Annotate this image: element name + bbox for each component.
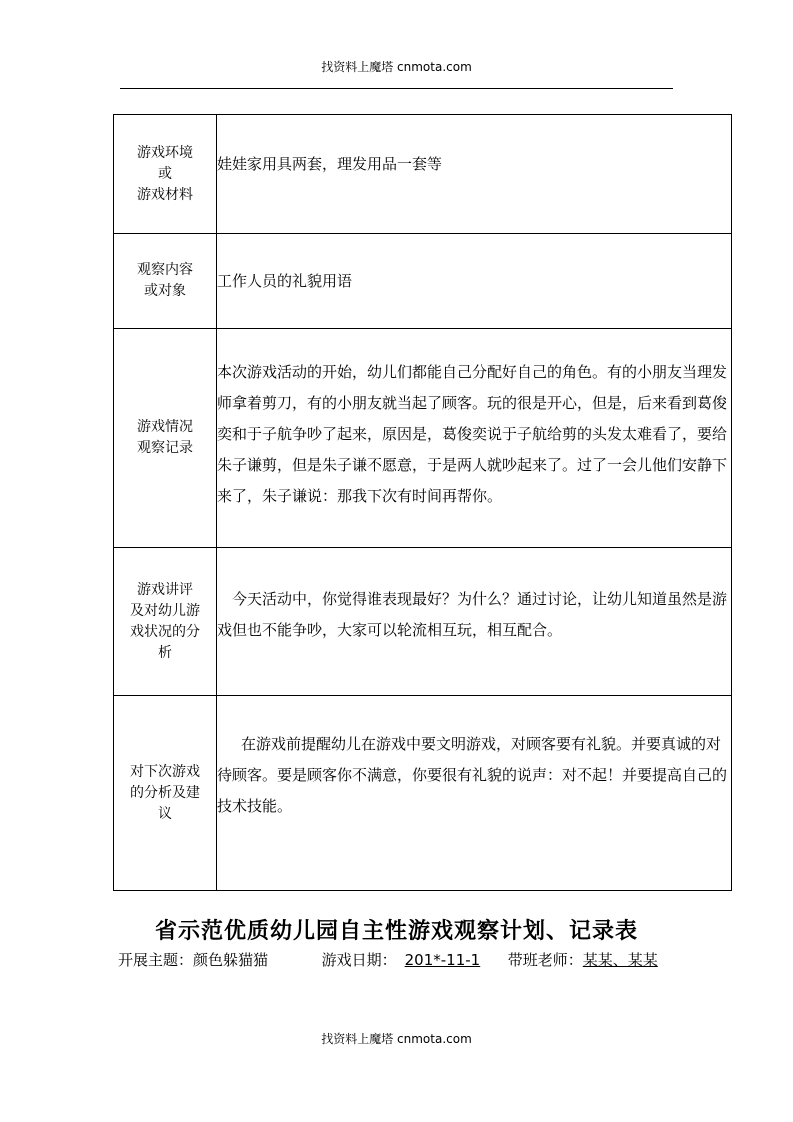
label-text: 游戏讲评 及对幼儿游 戏状况的分 析 — [130, 581, 200, 661]
row-content-record — [217, 329, 732, 548]
row-label-environment — [114, 115, 217, 234]
table-row — [114, 329, 732, 548]
label-text: 游戏环境 或 游戏材料 — [137, 144, 193, 203]
content-text: 在游戏前提醒幼儿在游戏中要文明游戏，对顾客要有礼貌。并要真诚的对待顾客。要是顾客你不满意，你要很有礼貌的说声：对不起！并要提高自己的技术技能。 — [217, 734, 728, 815]
label-text: 游戏情况 观察记录 — [137, 419, 193, 456]
teacher-value: 某某、某某 — [582, 951, 658, 969]
observation-table — [113, 114, 732, 891]
row-label-evaluation — [114, 548, 217, 696]
row-label-suggestion — [114, 696, 217, 891]
label-text: 观察内容 或对象 — [137, 262, 193, 299]
date-label: 游戏日期： — [321, 951, 397, 969]
label-text: 对下次游戏 的分析及建 议 — [130, 763, 200, 822]
content-text: 工作人员的礼貌用语 — [217, 271, 353, 290]
row-content-suggestion — [217, 696, 732, 891]
teacher-label: 带班老师： — [507, 951, 583, 969]
table-row — [114, 548, 732, 696]
row-label-record — [114, 329, 217, 548]
page-header: 找资料上魔塔 cnmota.com — [321, 60, 472, 74]
content-text: 今天活动中，你觉得谁表现最好？为什么？通过讨论，让幼儿知道虽然是游戏但也不能争吵，大家可以轮流相互玩，相互配合。 — [217, 589, 728, 639]
row-content-environment — [217, 115, 732, 234]
theme-value: 颜色躲猫猫 — [193, 951, 269, 969]
date-value: 201*-11-1 — [404, 951, 481, 969]
header-rule — [120, 88, 673, 89]
table-row — [114, 115, 732, 234]
theme-label: 开展主题： — [118, 951, 194, 969]
row-content-evaluation — [217, 548, 732, 696]
meta-line — [118, 949, 738, 970]
content-text: 娃娃家用具两套，理发用品一套等 — [217, 154, 443, 173]
row-label-observation-target — [114, 234, 217, 329]
table-row — [114, 696, 732, 891]
page-title: 省示范优质幼儿园自主性游戏观察计划、记录表 — [154, 918, 638, 944]
page-footer: 找资料上魔塔 cnmota.com — [321, 1032, 472, 1046]
table-row — [114, 234, 732, 329]
content-text: 本次游戏活动的开始，幼儿们都能自己分配好自己的角色。有的小朋友当理发师拿着剪刀，有的小朋友就当起了顾客。玩的很是开心，但是，后来看到葛俊奕和于子航争吵了起来，原因是，葛俊奕说于子航给剪的头发太难看了，要给朱子谦剪，但是朱子谦不愿意，于是两人就吵起来了。过了一会儿他们安静下来了，朱子谦说：那我下次有时间再帮你。 — [217, 362, 728, 505]
row-content-observation-target — [217, 234, 732, 329]
